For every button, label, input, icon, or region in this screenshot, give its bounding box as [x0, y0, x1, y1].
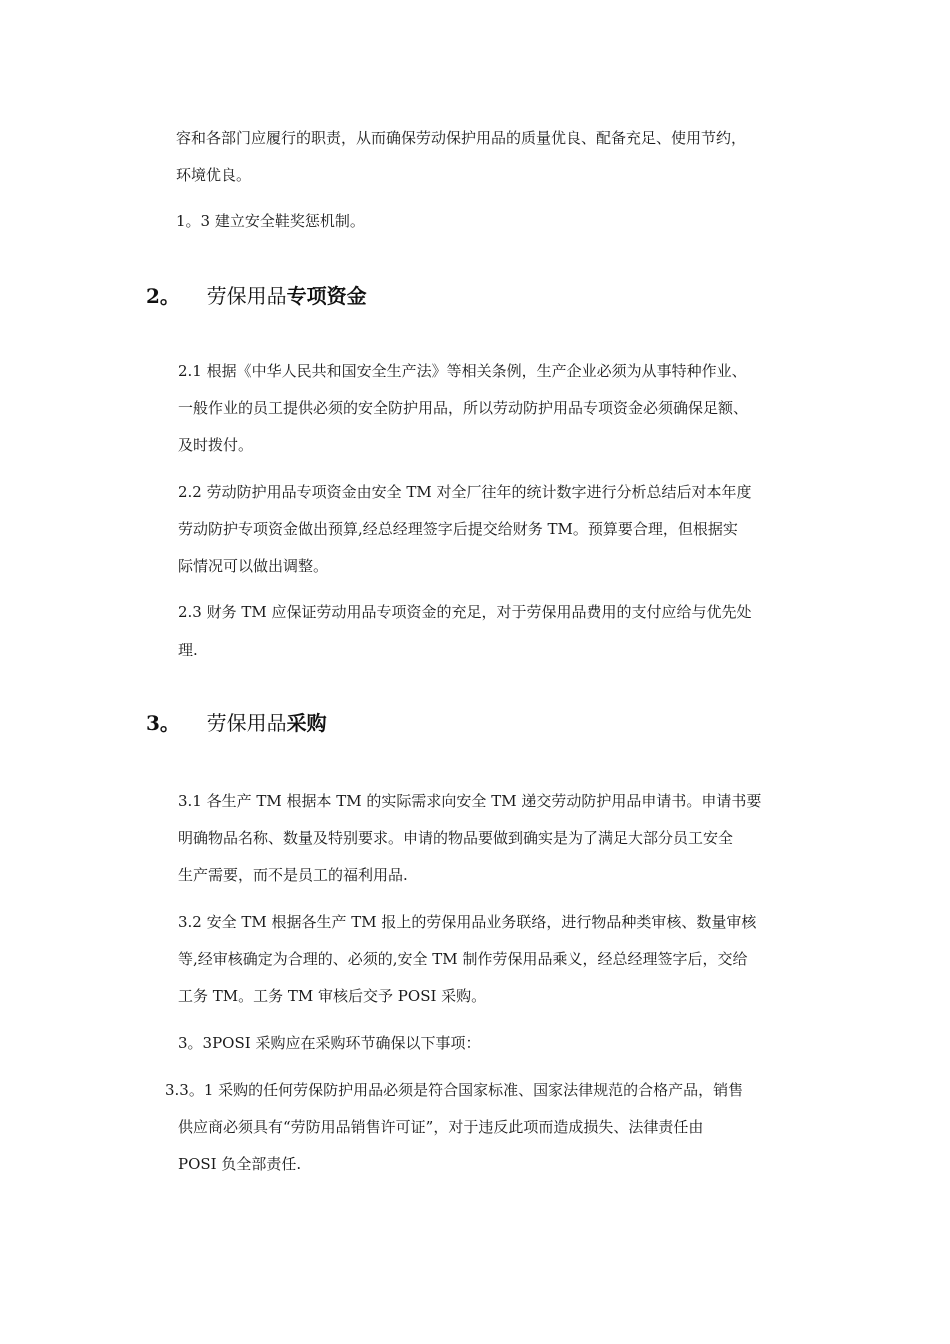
- section-3-p4-line-1: 3.3。1 采购的任何劳保防护用品必须是符合国家标准、国家法律规范的合格产品，销售: [165, 1081, 744, 1099]
- section-3-p1-line-2: 明确物品名称、数量及特别要求。申请的物品要做到确实是为了满足大部分员工安全: [178, 829, 734, 847]
- section-2-p3-line-1: 2.3 财务 TM 应保证劳动用品专项资金的充足，对于劳保用品费用的支付应给与优先处: [178, 603, 752, 621]
- section-2-p3-line-2: 理.: [178, 641, 198, 659]
- section-2-title-bold: 专项资金: [286, 284, 367, 308]
- section-3-title-plain: 劳保用品: [206, 711, 287, 735]
- section-2-p1-line-2: 一般作业的员工提供必须的安全防护用品，所以劳动防护用品专项资金必须确保足额、: [178, 399, 749, 417]
- section-3-p4-line-3: POSI 负全部责任.: [178, 1155, 302, 1173]
- section-3-title-bold: 采购: [286, 711, 327, 735]
- section-2-heading: [146, 283, 367, 309]
- section-3-p4-line-2: 供应商必须具有“劳防用品销售许可证”，对于违反此项而造成损失、法律责任由: [178, 1118, 704, 1136]
- section-2-p1-line-1: 2.1 根据《中华人民共和国安全生产法》等相关条例，生产企业必须为从事特种作业、: [178, 362, 747, 380]
- section-3-p1-line-1: 3.1 各生产 TM 根据本 TM 的实际需求向安全 TM 递交劳动防护用品申请书。申请书要: [178, 792, 762, 810]
- item-1-3: 1。3 建立安全鞋奖惩机制。: [176, 212, 365, 230]
- section-3-p2-line-1: 3.2 安全 TM 根据各生产 TM 报上的劳保用品业务联络，进行物品种类审核、数量审核: [178, 913, 757, 931]
- section-2-number: 2。: [146, 284, 180, 308]
- section-2-p2-line-1: 2.2 劳动防护用品专项资金由安全 TM 对全厂往年的统计数字进行分析总结后对本年度: [178, 483, 752, 501]
- section-3-p1-line-3: 生产需要，而不是员工的福利用品.: [178, 866, 408, 884]
- section-2-p2-line-3: 际情况可以做出调整。: [178, 557, 329, 575]
- section-3-number: 3。: [146, 711, 180, 735]
- section-3-p2-line-3: 工务 TM。工务 TM 审核后交予 POSI 采购。: [178, 987, 487, 1005]
- section-2-p1-line-3: 及时拨付。: [178, 436, 254, 454]
- section-2-p2-line-2: 劳动防护专项资金做出预算,经总经理签字后提交给财务 TM。预算要合理，但根据实: [178, 520, 738, 538]
- section-3-p2-line-2: 等,经审核确定为合理的、必须的,安全 TM 制作劳保用品乘义，经总经理签字后，交给: [178, 950, 748, 968]
- section-3-heading: [146, 710, 327, 736]
- section-3-p3: 3。3POSI 采购应在采购环节确保以下事项：: [178, 1034, 481, 1052]
- intro-line-1: 容和各部门应履行的职责，从而确保劳动保护用品的质量优良、配备充足、使用节约，: [176, 129, 747, 147]
- section-2-title-plain: 劳保用品: [206, 284, 287, 308]
- intro-line-2: 环境优良。: [176, 166, 252, 184]
